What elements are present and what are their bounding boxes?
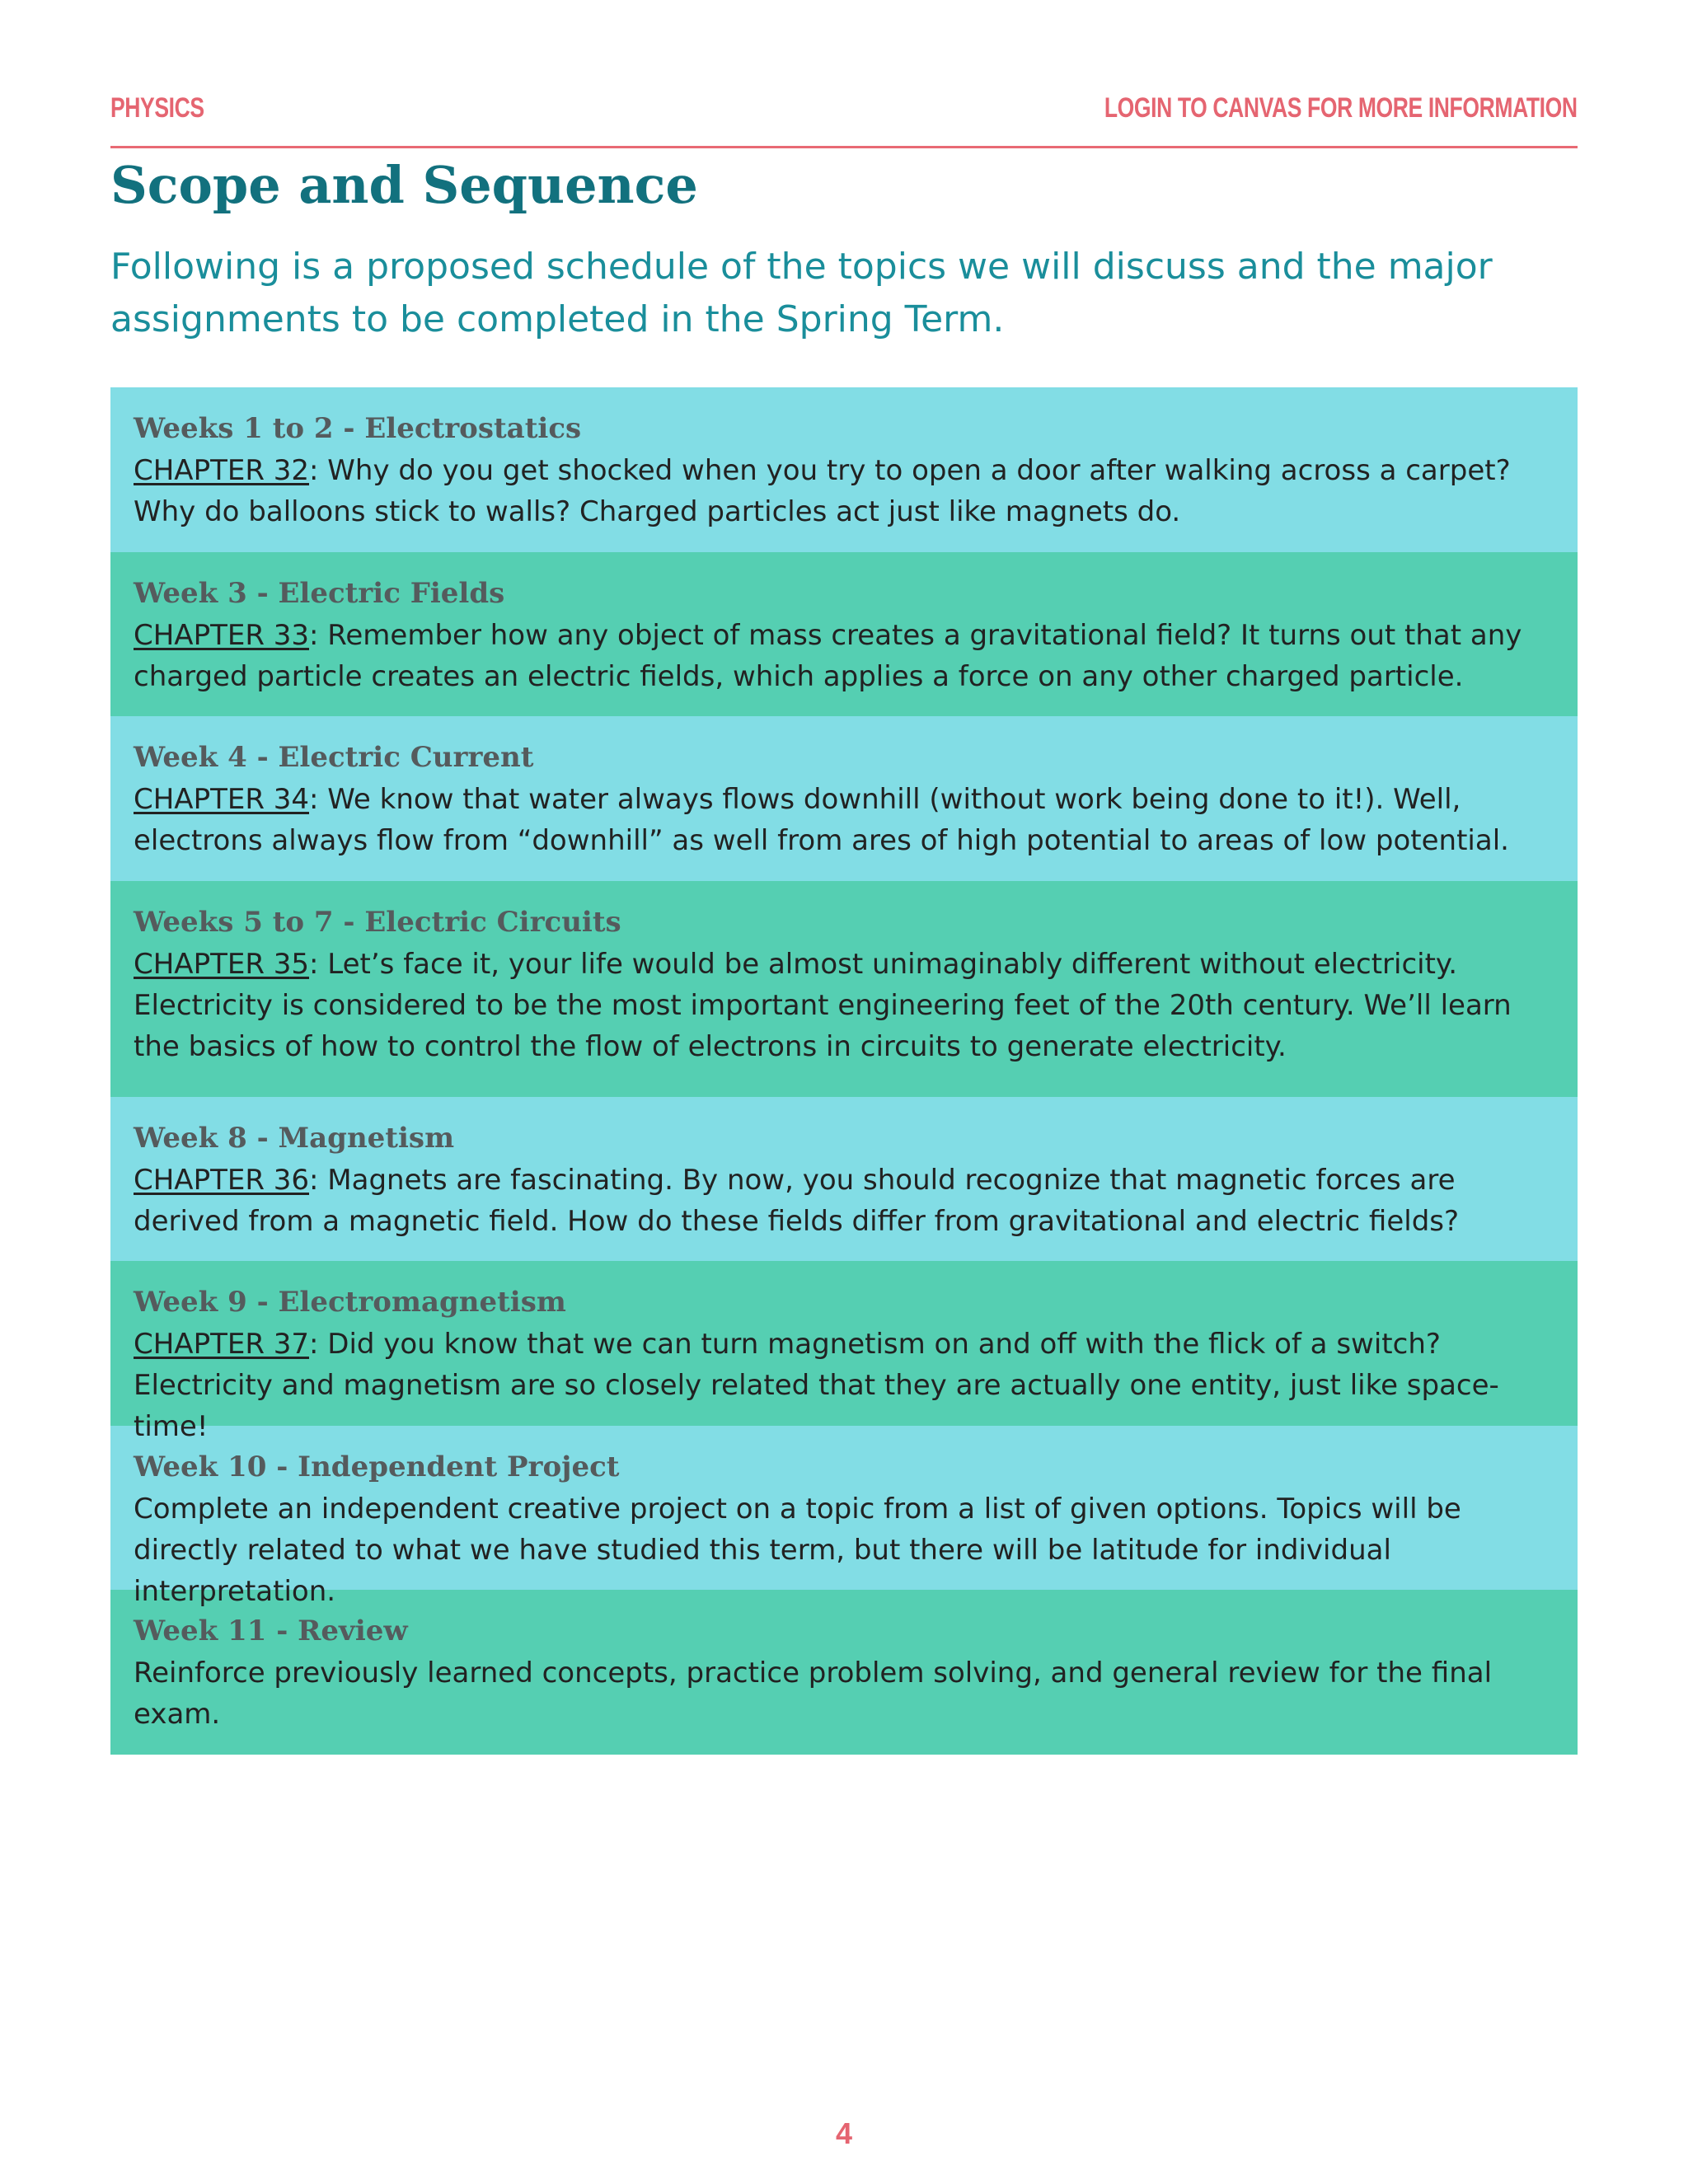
row-text: : Why do you get shocked when you try to open a door after walking across a carpet? Why do balloons stick to walls? Charged particles act just like magnets do. xyxy=(134,454,1511,528)
row-title: Week 8 - Magnetism xyxy=(134,1121,455,1155)
row-title: Week 11 - Review xyxy=(134,1615,408,1647)
schedule-row xyxy=(110,387,1578,552)
schedule-row xyxy=(110,716,1578,881)
row-description: Complete an independent creative project on a topic from a list of given options. Topics will be directly related to what we have studied this term, but there will be latitude for individual interpretation. xyxy=(134,1492,1461,1608)
row-title: Week 3 - Electric Fields xyxy=(134,576,505,610)
chapter-link[interactable]: CHAPTER 34 xyxy=(134,783,310,816)
canvas-login-note: LOGIN TO CANVAS FOR MORE INFORMATION xyxy=(1104,92,1578,124)
row-title: Weeks 1 to 2 - Electrostatics xyxy=(134,412,582,445)
row-title: Week 4 - Electric Current xyxy=(134,741,534,774)
row-text: : Did you know that we can turn magnetism on and off with the flick of a switch? Electricity and magnetism are so closely related that they are actually one entity, just like space-time! xyxy=(134,1328,1499,1443)
schedule-row xyxy=(110,1590,1578,1755)
row-text: : Let’s face it, your life would be almost unimaginably different without electricity. Electricity is considered to be the most important engineering feet of the 20th century. We’ll learn the basics of how to control the flow of electrons in circuits to generate electricity. xyxy=(134,947,1512,1063)
chapter-link[interactable]: CHAPTER 35 xyxy=(134,947,310,981)
chapter-link[interactable]: CHAPTER 32 xyxy=(134,454,310,487)
row-description: Reinforce previously learned concepts, practice problem solving, and general review for the final exam. xyxy=(134,1657,1493,1731)
row-title: Week 9 - Electromagnetism xyxy=(134,1286,566,1319)
schedule-row xyxy=(110,1426,1578,1608)
row-text: : Remember how any object of mass creates a gravitational field? It turns out that any charged particle creates an electric fields, which applies a force on any other charged particle. xyxy=(134,618,1522,693)
chapter-link[interactable]: CHAPTER 37 xyxy=(134,1328,310,1361)
page-number: 4 xyxy=(835,2116,853,2150)
intro-paragraph: Following is a proposed schedule of the topics we will discuss and the major assignments to be completed in the Spring Term. xyxy=(110,246,1493,340)
chapter-link[interactable]: CHAPTER 36 xyxy=(134,1163,310,1197)
course-name: PHYSICS xyxy=(110,92,204,124)
row-title: Week 10 - Independent Project xyxy=(134,1450,620,1483)
schedule-row xyxy=(110,1261,1578,1443)
row-description xyxy=(134,1160,1554,1242)
row-title: Weeks 5 to 7 - Electric Circuits xyxy=(134,905,621,939)
row-description xyxy=(134,779,1554,861)
row-text: : We know that water always flows downhill (without work being done to it!). Well, electrons always flow from “downhill” as well from ares of high potential to areas of low potential. xyxy=(134,783,1509,857)
row-description xyxy=(134,450,1554,532)
schedule-table xyxy=(110,387,1578,1755)
row-description xyxy=(134,615,1554,697)
page-header xyxy=(110,89,1578,148)
page-title: Scope and Sequence xyxy=(110,155,698,215)
schedule-row xyxy=(110,881,1578,1097)
row-text: : Magnets are fascinating. By now, you should recognize that magnetic forces are derived from a magnetic field. How do these fields differ from gravitational and electric fields? xyxy=(134,1163,1460,1238)
row-description xyxy=(134,944,1554,1067)
schedule-row xyxy=(110,552,1578,717)
chapter-link[interactable]: CHAPTER 33 xyxy=(134,618,310,652)
schedule-row xyxy=(110,1097,1578,1262)
